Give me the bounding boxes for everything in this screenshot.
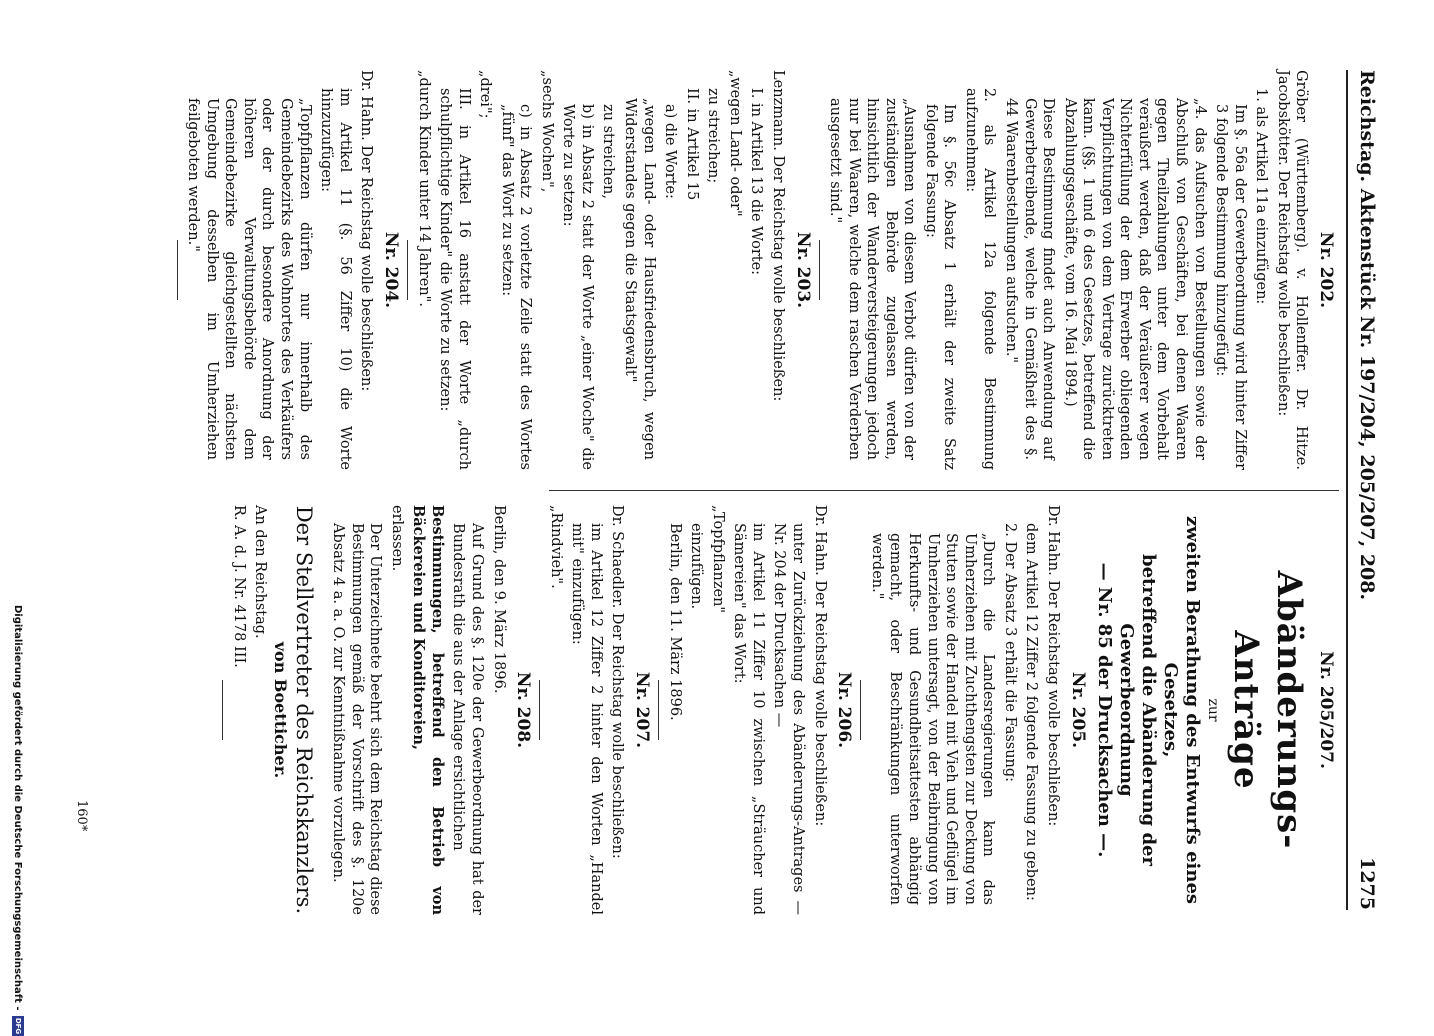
motion-206-text2: im Artikel 11 Ziffer 10 zwischen „Sträucher und Sämereien" das Wort: (731, 523, 766, 915)
bottom-page-number: 160* (74, 800, 89, 832)
section-heading-nr202: Nr. 202. (1316, 231, 1336, 309)
motion-203-IIa-quote: „wegen Land- oder Hausfriedensbruch, wegen Widerstandes gegen die Staatsgewalt" (622, 98, 657, 460)
section-heading-nr203: Nr. 203. (792, 231, 813, 309)
section-heading-nr208: Nr. 208. (513, 671, 534, 749)
motion-203-IIa: a) die Worte: (662, 104, 679, 199)
motion-207-intro: Dr. Schaedler. Der Reichstag wolle beschließen: (609, 505, 626, 859)
subtitle-line3: — Nr. 85 der Drucksachen —. (1094, 562, 1116, 858)
motion-205-quote: „Durch die Landesregierungen kann das Umherziehen mit Zuchthengsten zur Deckung von Stuten sowie der Handel mit Vieh und Geflügel im Umherziehen untersagt, von der Beibringung von Herkunfts- und Gesundheitsattesten abhängig gemacht, oder Beschränkungen unterworfen werden." (868, 533, 997, 905)
separator (860, 680, 861, 740)
left-column (171, 70, 1342, 470)
motion-206-intro: Dr. Hahn. Der Reichstag wolle beschließen: (811, 505, 828, 827)
motion-204-quote: „Topfpflanzen dürfen nur innerhalb des Gemeindebezirks des Wohnortes des Verkäufers oder der durch besondere Anordnung der höheren Verwaltungsbehörde dem Gemeindebezirke gleichgestellten nächsten Umgebung desselben im Umherziehen feilgeboten werden." (185, 98, 313, 460)
letter-text3: erlassen. (388, 505, 405, 572)
motion-203-I-quote: „wegen Land- oder" (726, 70, 743, 217)
separator (658, 680, 659, 740)
motion-203-IIc: c) in Absatz 2 vorletzte Zeile statt des Wortes „fünf" das Wort zu setzen: (498, 104, 534, 470)
motion-202-intro: Gröber (Württemberg). v. Hollenffer. Dr. Hitze. Jacobskötter. Der Reichstag wolle beschließen: (1274, 70, 1310, 470)
letter-text1: Auf Grund des §. 120e der Gewerbeordnung hat der Bundesrath die aus der Anlage ersichtlichen (450, 523, 485, 915)
section-heading-nr205: Nr. 205. (1067, 671, 1088, 749)
separator (819, 240, 820, 300)
motion-203-I-b: zu streichen; (705, 88, 722, 184)
right-column (216, 505, 1342, 915)
motion-202-quote4: „4. das Aufsuchen von Bestellungen sowie der Abschluß von Geschäften, bei denen Waaren gegen Theilzahlungen unter dem Vorbehalt veräußert werden, daß der Veräußerer wegen Nichterfüllung der dem Erwerber obliegenden Verpflichtungen von dem Vertrage zurücktreten kann. (§§. 1 und 6 des Gesetzes, betreffend die Abzahlungsgeschäfte, vom 16. Mai 1894.) (1061, 98, 1208, 460)
subtitle-line2: betreffend die Abänderung der Gewerbeordnung (1116, 554, 1160, 866)
main-title: Abänderungs-Anträge (1225, 570, 1310, 850)
separator (177, 240, 178, 300)
subtitle-line1: zweiten Berathung des Entwurfs eines Gesetzes, (1160, 515, 1204, 905)
motion-203-II: II. in Artikel 15 (683, 88, 700, 201)
motion-205-intro: Dr. Hahn. Der Reichstag wolle beschließen: (1044, 505, 1061, 827)
motion-203-IIa-b: zu streichen, (600, 104, 617, 199)
motion-203-I: I. in Artikel 13 die Worte: (748, 88, 765, 276)
motion-207-text: im Artikel 12 Ziffer 2 hinter den Worten „Handel mit" einzufügen: (569, 523, 604, 915)
motion-206-text3: einzufügen. (688, 523, 705, 610)
motion-205-item2: 2. Der Absatz 3 erhält die Fassung: (1001, 523, 1018, 783)
title-zur: zur (1205, 698, 1222, 722)
separator (539, 680, 540, 740)
header-title: Reichstag. Aktenstück Nr. 197/204, 205/207, 208. (1356, 70, 1378, 601)
motion-202-quote4b: Diese Bestimmung findet auch Anwendung auf Gewerbetreibende, welche in Gemäßheit des §. 44 Waarenbestellungen aufsuchen." (1003, 98, 1057, 460)
motion-206-date: Berlin, den 11. März 1896. (666, 523, 683, 721)
motion-205-text: dem Artikel 12 Ziffer 2 folgende Fassung zu geben: (1023, 523, 1040, 901)
signature-name: von Boetticher. (270, 641, 290, 779)
footer-text: Digitalisierung gefördert durch die Deutsche Forschungsgemeinschaft - (12, 605, 23, 1011)
motion-206-quote: „Topfpflanzen" (709, 505, 726, 614)
address-line2: R. A. d. J. Nr. 4178 III. (230, 505, 247, 668)
header-rule (1346, 70, 1348, 910)
separator (222, 680, 223, 740)
section-heading-nr204: Nr. 204. (380, 231, 401, 309)
letter-date: Berlin, den 9. März 1896. (490, 505, 507, 694)
address-line1: An den Reichstag. (252, 505, 269, 639)
motion-203-IIb-quote: „sechs Wochen", (538, 70, 555, 193)
motion-206-text1: unter Zurückziehung des Abänderungs-Antrages — Nr. 204 der Drucksachen — (771, 523, 807, 915)
motion-203-IIc-quote: „drei"; (477, 70, 494, 119)
motion-202-item1-text: Im §. 56a der Gewerbeordnung wird hinter Ziffer 3 folgende Bestimmung hinzugefügt: (1213, 104, 1248, 470)
motion-202-item1: 1. als Artikel 11a einzufügen: (1253, 88, 1270, 305)
motion-202-item2: 2. als Artikel 12a folgende Bestimmung aufzunehmen: (962, 88, 998, 470)
motion-203-III-quote: „durch Kinder unter 14 Jahren". (415, 70, 432, 307)
column-divider (549, 490, 1339, 491)
dfg-logo-icon: DFG (14, 1017, 22, 1035)
motion-202-item2-quote: „Ausnahmen von diesem Verbot dürfen von der zuständigen Behörde zugelassen werden, hinsichtlich der Wanderversteigerungen jedoch nur bei Waaren, welche dem raschen Verderben ausgesetzt sind." (827, 98, 918, 460)
motion-203-intro: Lenzmann. Der Reichstag wolle beschließen: (769, 70, 786, 402)
section-heading-nr206: Nr. 206. (834, 671, 855, 749)
letter-text4: Der Unterzeichnete beehrt sich dem Reichstag diese Bestimmungen gemäß der Vorschrift des §. 120e Absatz 4 a. a. O. zur Kenntnißnahme vorzulegen. (330, 523, 384, 915)
section-heading-nr205-207: Nr. 205/207. (1316, 651, 1336, 769)
separator (407, 240, 408, 300)
digitization-footer (12, 605, 24, 1035)
motion-207-quote: „Rindvieh". (547, 505, 564, 589)
motion-202-item2-text: Im §. 56c Absatz 1 erhält der zweite Satz folgende Fassung: (922, 104, 958, 470)
header-page-number: 1275 (1356, 857, 1378, 910)
motion-204-intro: Dr. Hahn. Der Reichstag wolle beschließen: (358, 70, 375, 392)
letter-text2: Bestimmungen, betreffend den Betrieb von Bäckereien und Konditoreien, (410, 505, 446, 915)
motion-203-IIb: b) in Absatz 2 statt der Worte „einer Woche" die Worte zu setzen: (560, 104, 595, 470)
running-header (1346, 70, 1382, 910)
motion-204-text: im Artikel 11 (§. 56 Ziffer 10) die Worte hinzuzufügen: (318, 88, 353, 470)
motion-203-III: III. in Artikel 16 anstatt der Worte „durch schulpflichtige Kinder" die Worte zu setzen: (437, 88, 472, 470)
section-heading-nr207: Nr. 207. (632, 671, 653, 749)
signature-title: Der Stellvertreter des Reichskanzlers. (291, 505, 316, 915)
